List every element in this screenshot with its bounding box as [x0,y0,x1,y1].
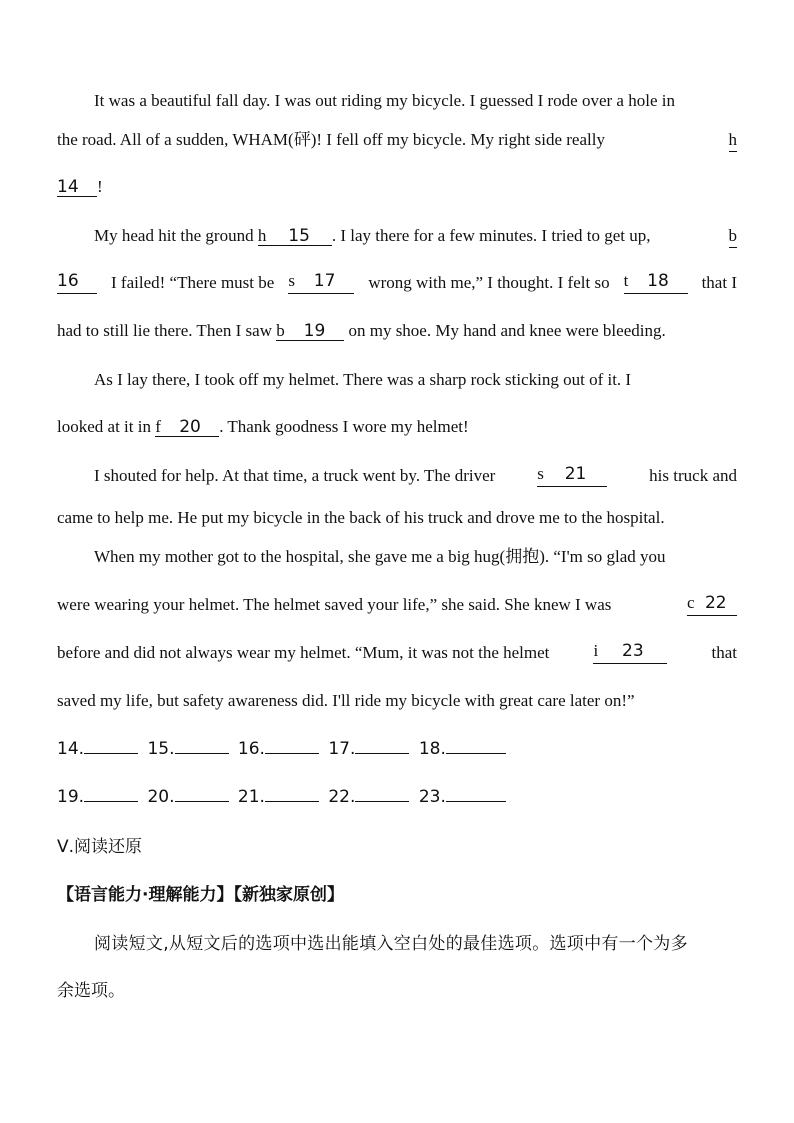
passage-line [57,416,737,438]
passage-text: As I lay there, I took off my helmet. There was a sharp rock sticking out of it. I [94,370,632,389]
answer-row [57,737,510,759]
passage-text: on my shoe. My hand and knee were bleeding. [348,321,666,340]
passage-text: My head hit the ground h 15 . I lay there for a few minutes. I tried to get up, [94,226,651,246]
answer-blank[interactable] [175,785,229,802]
blank-20: f 20 [155,418,219,437]
passage-line [57,320,737,342]
passage-text: that I [701,273,737,292]
section-title: Ⅴ.阅读还原 [57,837,143,857]
answer-label: 22. [328,787,356,807]
passage-text: came to help me. He put my bicycle in the back of his truck and drove me to the hospital. [57,508,665,527]
passage-line [57,642,737,664]
answer-label: 23. [418,787,446,807]
passage-line [94,546,737,568]
blank-17: s 17 [288,272,354,294]
passage-line [57,594,737,616]
passage-line [57,690,737,712]
passage-line [94,225,737,248]
passage-text: his truck and [649,466,737,485]
passage-text: the road. All of a sudden, WHAM(砰)! I fell off my bicycle. My right side really [57,130,605,149]
passage-text: It was a beautiful fall day. I was out riding my bicycle. I guessed I rode over a hole in [94,91,675,110]
passage-text: I shouted for help. At that time, a truck went by. The driver [94,466,496,485]
blank-22: c 22 [687,594,737,616]
answer-blank[interactable] [265,737,319,754]
passage-text: looked at it in [57,417,151,436]
answer-blank[interactable] [355,785,409,802]
passage-line [57,129,737,152]
answer-blank[interactable] [355,737,409,754]
answer-label: 16. [237,739,265,759]
answer-blank[interactable] [446,785,506,802]
answer-label: 19. [57,787,85,807]
answer-row [57,785,510,807]
blank-14: 14 [57,178,97,197]
passage-text: When my mother got to the hospital, she gave me a big hug(拥抱). “I'm so glad you [94,547,666,566]
passage-line [57,176,737,199]
blank-19: b 19 [276,322,344,341]
passage-text: that [711,643,737,662]
answer-label: 21. [237,787,265,807]
passage-text: wrong with me,” I thought. I felt so [368,273,610,292]
answer-blank[interactable] [84,737,138,754]
answer-label: 18. [418,739,446,759]
passage-text: I failed! “There must be [111,273,275,292]
blank-21: s 21 [537,465,607,487]
answer-blank[interactable] [84,785,138,802]
answer-label: 15. [147,739,175,759]
passage-line [94,369,737,391]
blank-letter: h [729,129,738,152]
instruction-text: 余选项。 [57,981,125,1001]
answer-label: 20. [147,787,175,807]
passage-text: saved my life, but safety awareness did. I'll ride my bicycle with great care later on!” [57,691,635,710]
answer-blank[interactable] [265,785,319,802]
passage-text: were wearing your helmet. The helmet saved your life,” she said. She knew I was [57,595,612,614]
blank-letter: b [729,225,738,248]
blank-15: 15 [288,226,310,246]
passage-text: . Thank goodness I wore my helmet! [219,417,469,436]
answer-blank[interactable] [446,737,506,754]
passage-line [94,90,737,112]
answer-blank[interactable] [175,737,229,754]
blank-16: 16 [57,272,97,294]
passage-line [94,465,737,487]
section-tags: 【语言能力·理解能力】【新独家原创】 [57,885,344,905]
passage-text: ! [97,177,103,196]
passage-text: before and did not always wear my helmet. “Mum, it was not the helmet [57,643,550,662]
blank-18: t 18 [624,272,688,294]
passage-line [57,507,737,529]
passage-text: had to still lie there. Then I saw [57,321,272,340]
passage-line [57,272,737,294]
blank-23: i 23 [593,642,667,664]
answer-label: 14. [57,739,85,759]
answer-label: 17. [328,739,356,759]
instruction-text: 阅读短文,从短文后的选项中选出能填入空白处的最佳选项。选项中有一个为多 [94,934,688,954]
